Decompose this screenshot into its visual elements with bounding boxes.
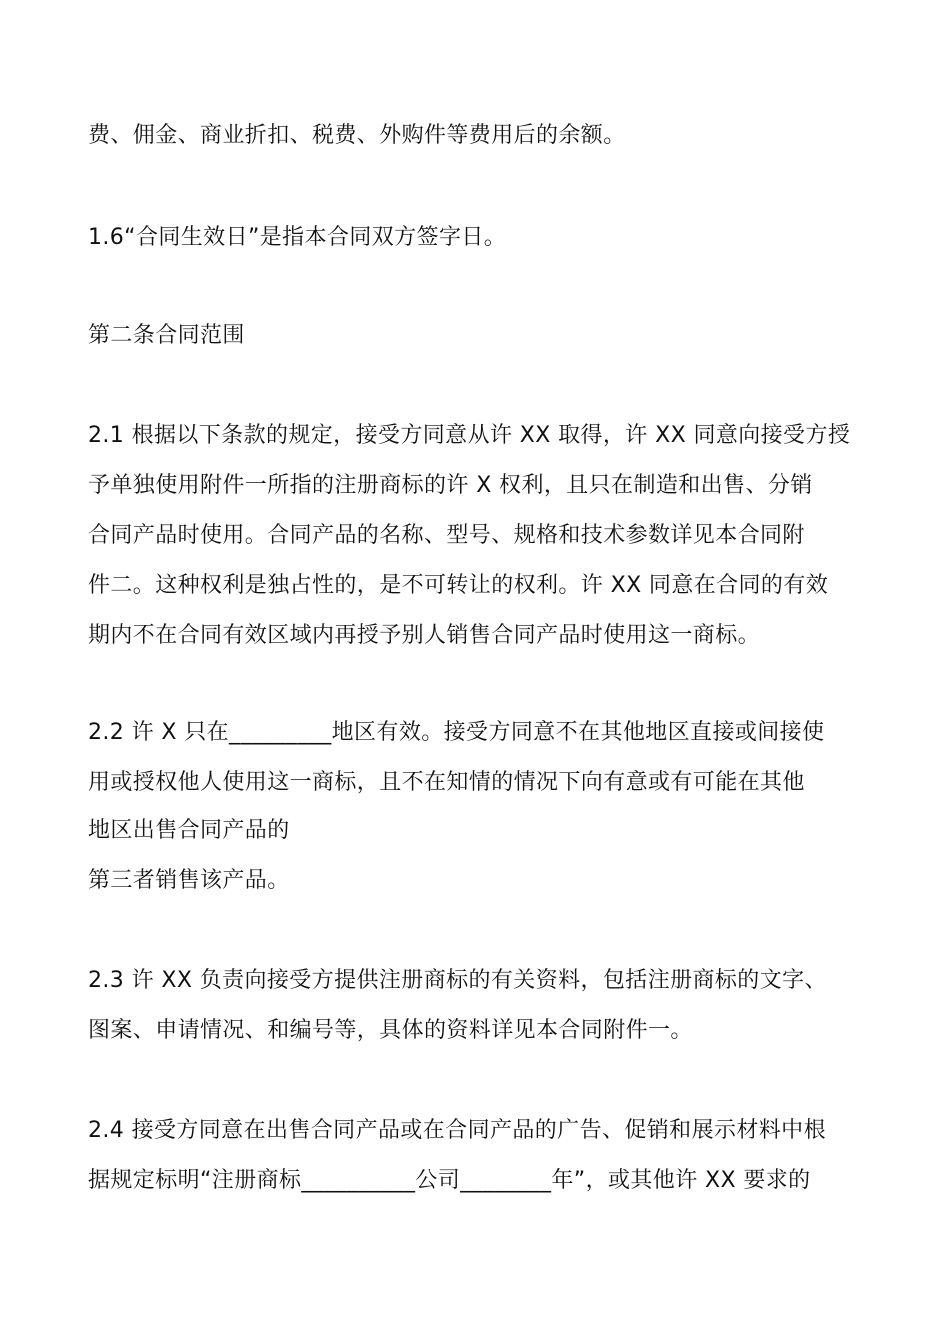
text-line-clause-2-1-b: 予单独使用附件一所指的注册商标的许 X 权利，且只在制造和出售、分销 [88, 473, 813, 498]
text-line-1: 费、佣金、商业折扣、税费、外购件等费用后的余额。 [88, 123, 626, 148]
text-line-clause-2-4-b: 据规定标明“注册商标__________公司________年”，或其他许 XX 要求的 [88, 1168, 811, 1193]
text-line-clause-2-3-b: 图案、申请情况、和编号等，具体的资料详见本合同附件一。 [88, 1018, 693, 1043]
text-line-clause-2-2-d: 第三者销售该产品。 [88, 868, 290, 893]
text-line-clause-2-4-a: 2.4 接受方同意在出售合同产品或在合同产品的广告、促销和展示材料中根 [88, 1118, 826, 1143]
text-line-clause-2-2-a: 2.2 许 X 只在_________地区有效。接受方同意不在其他地区直接或间接使 [88, 720, 825, 745]
section-heading-article-2: 第二条合同范围 [88, 323, 245, 348]
text-line-clause-2-2-b: 用或授权他人使用这一商标，且不在知情的情况下向有意或有可能在其他 [88, 770, 805, 795]
text-line-clause-2-2-c: 地区出售合同产品的 [88, 818, 290, 843]
text-line-clause-2-1-a: 2.1 根据以下条款的规定，接受方同意从许 XX 取得，许 XX 同意向接受方授 [88, 423, 851, 448]
text-line-clause-1-6: 1.6“合同生效日”是指本合同双方签字日。 [88, 225, 507, 250]
text-line-clause-2-1-d: 件二。这种权利是独占性的，是不可转让的权利。许 XX 同意在合同的有效 [88, 573, 829, 598]
text-line-clause-2-1-c: 合同产品时使用。合同产品的名称、型号、规格和技术参数详见本合同附 [88, 523, 805, 548]
text-line-clause-2-3-a: 2.3 许 XX 负责向接受方提供注册商标的有关资料，包括注册商标的文字、 [88, 968, 827, 993]
text-line-clause-2-1-e: 期内不在合同有效区域内再授予别人销售合同产品时使用这一商标。 [88, 623, 761, 648]
